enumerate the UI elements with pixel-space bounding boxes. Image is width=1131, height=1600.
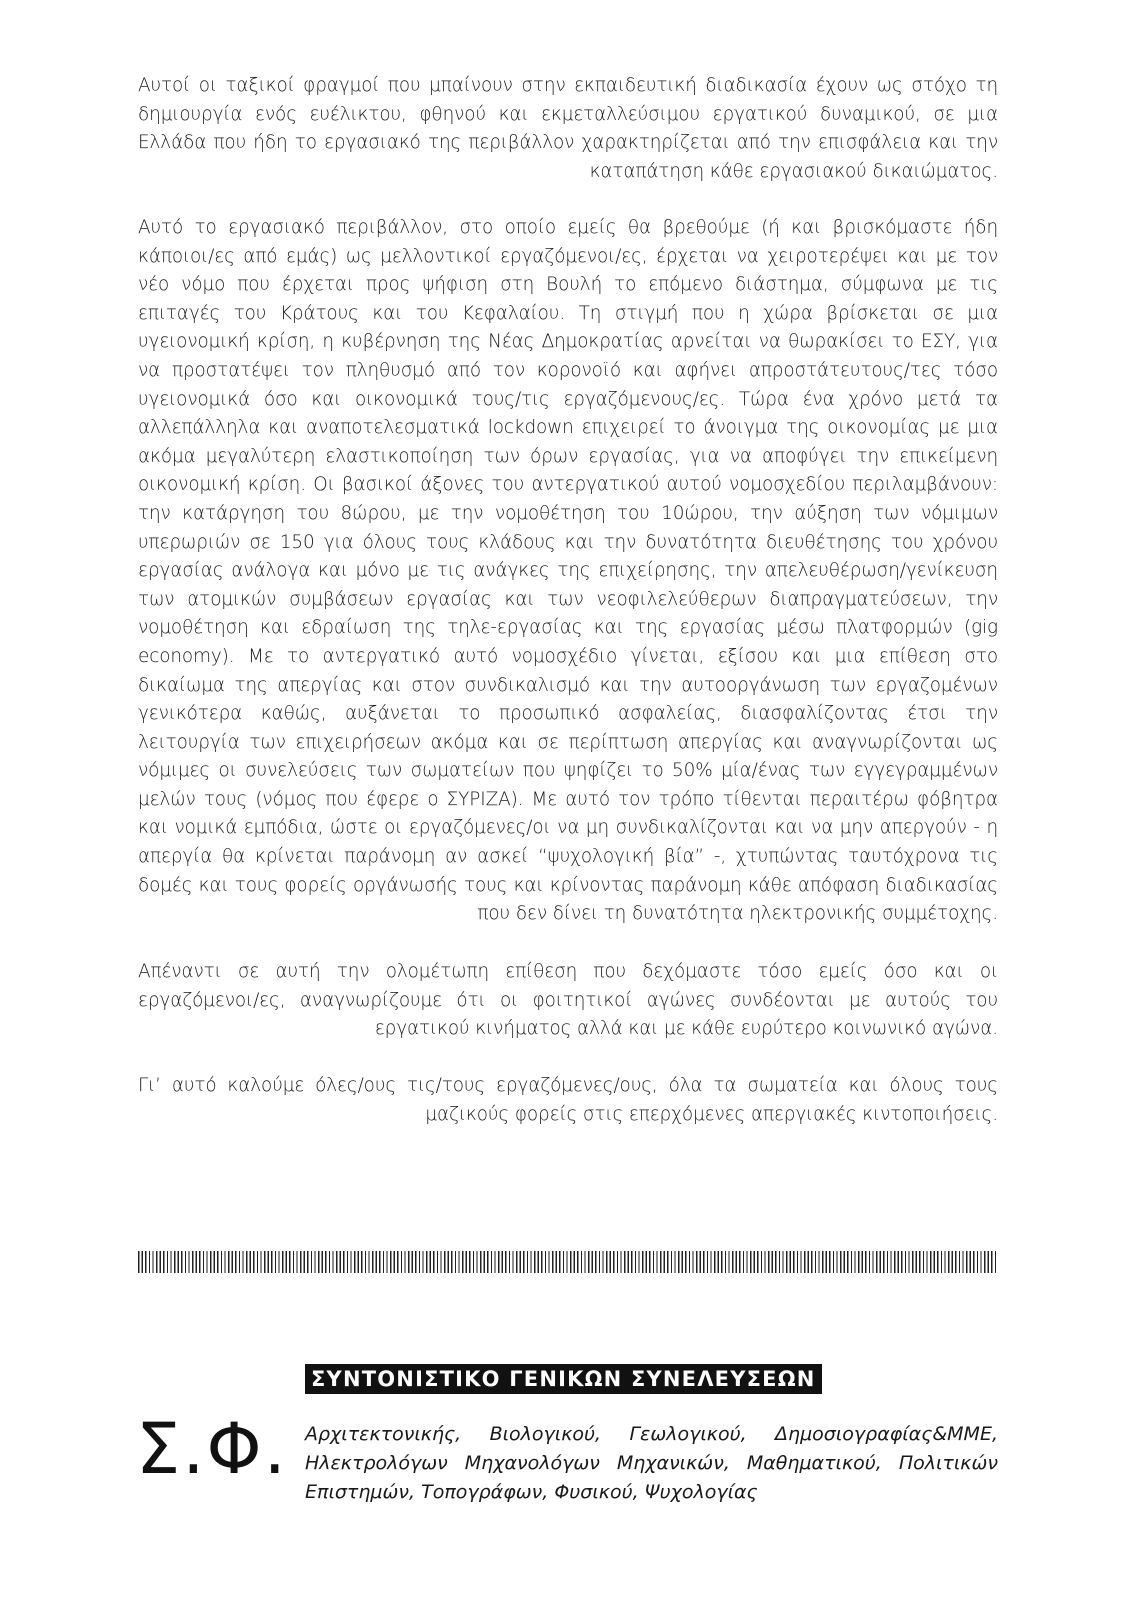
coordination-title: ΣΥΝΤΟΝΙΣΤΙΚΟ ΓΕΝΙΚΩΝ ΣΥΝΕΛΕΥΣΕΩΝ [311,1367,816,1391]
paragraph-class-barriers: Αυτοί οι ταξικοί φραγμοί που μπαίνουν στην εκπαιδευτική διαδικασία έχουν ως στόχο τη δημιουργία ενός ευέλικτου, φθηνού και εκμεταλλεύσιμου εργατικού δυναμικού, σε μια Ελλάδα που ήδη το εργασιακό της περιβάλλον χαρακτηρίζεται από την επισφάλεια και την καταπάτηση κάθε εργασιακού δικαιώματος. [138,75,998,182]
paragraph-struggles: Απέναντι σε αυτή την ολομέτωπη επίθεση που δεχόμαστε τόσο εμείς όσο και οι εργαζόμενοι/ες, αναγνωρίζουμε ότι οι φοιτητικοί αγώνες συνδέονται με αυτούς του εργατικού κινήματος αλλά και με κάθε ευρύτερο κοινωνικό αγώνα. [138,961,998,1040]
paragraph-labor-law: Αυτό το εργασιακό περιβάλλον, στο οποίο εμείς θα βρεθούμε (ή και βρισκόμαστε ήδη κάποιοι/ες από εμάς) ως μελλοντικοί εργαζόμενοι/ες, έρχεται να χειροτερέψει και με τον νέο νόμο που έρχεται προς ψήφιση στη Βουλή το επόμενο διάστημα, σύμφωνα με τις επιταγές του Κράτους και του Κεφαλαίου. Τη στιγμή που η χώρα βρίσκεται σε μια υγειονομική κρίση, η κυβέρνηση της Νέας Δημοκρατίας αρνείται να θωρακίσει το ΕΣΥ, για να προστατέψει τον πληθυσμό από τον κορονοϊό και αφήνει απροστάτευτους/τες τόσο υγειονομικά όσο και οικονομικά τους/τις εργαζόμενους/ες. Τώρα ένα χρόνο μετά τα αλλεπάλληλα και αναποτελεσματικά lockdown επιχειρεί το άνοιγμα της οικονομίας με μια ακόμα μεγαλύτερη ελαστικοποίηση των όρων εργασίας, για να αποφύγει την επικείμενη οικονομική κρίση. Οι βασικοί άξονες του αντεργατικού αυτού νομοσχεδίου περιλαμβάνουν: την κατάργηση του 8ώρου, με την νομοθέτηση του 10ώρου, την αύξηση των νόμιμων υπερωριών σε 150 για όλους τους κλάδους και την δυνατότητα διευθέτησης του χρόνου εργασίας ανάλογα και μόνο με τις ανάγκες της επιχείρησης, την απελευθέρωση/γενίκευση των ατομικών συμβάσεων εργασίας και των νεοφιλελεύθερων διαπραγματεύσεων, την νομοθέτηση και εδραίωση της τηλε-εργασίας και της εργασίας μέσω πλατφορμών (gig economy). Με το αντεργατικό αυτό νομοσχέδιο γίνεται, εξίσου και μια επίθεση στο δικαίωμα της απεργίας και στον συνδικαλισμό και την αυτοοργάνωση των εργαζομένων γενικότερα καθώς, αυξάνεται το προσωπικό ασφαλείας, διασφαλίζοντας έτσι την λειτουργία των επιχειρήσεων ακόμα και σε περίπτωση απεργίας και αναγνωρίζονται ως νόμιμες οι συνελεύσεις των σωματείων που ψηφίζει το 50% μία/ένας των εγγεγραμμένων μελών τους (νόμος που έφερε ο ΣΥΡΙΖΑ). Με αυτό τον τρόπο τίθενται περαιτέρω φόβητρα και νομικά εμπόδια, ώστε οι εργαζόμενες/οι να μη συνδικαλίζονται και να μην απεργούν - η απεργία θα κρίνεται παράνομη αν ασκεί “ψυχολογική βία” -, χτυπώντας ταυτόχρονα τις δομές και τους φορείς οργάνωσής τους και κρίνοντας παράνομη κάθε απόφαση διαδικασίας που δεν δίνει τη δυνατότητα ηλεκτρονικής συμμέτοχης. [138,217,998,925]
barcode-divider [138,1251,998,1273]
sf-logo: Σ.Φ. [136,1408,288,1490]
paragraph-call-to-action: Γι’ αυτό καλούμε όλες/ους τις/τους εργαζόμενες/ους, όλα τα σωματεία και όλους τους μαζικούς φορείς στις επερχόμενες απεργιακές κιντοποιήσεις. [138,1075,998,1125]
schools-list: Αρχιτεκτονικής, Βιολογικού, Γεωλογικού, Δημοσιογραφίας&ΜΜΕ, Ηλεκτρολόγων Μηχανολόγων Μηχανικών, Μαθηματικού, Πολιτικών Επιστημών, Τοπογράφων, Φυσικού, Ψυχολογίας [305,1423,998,1503]
coordination-title-banner [305,1364,822,1394]
